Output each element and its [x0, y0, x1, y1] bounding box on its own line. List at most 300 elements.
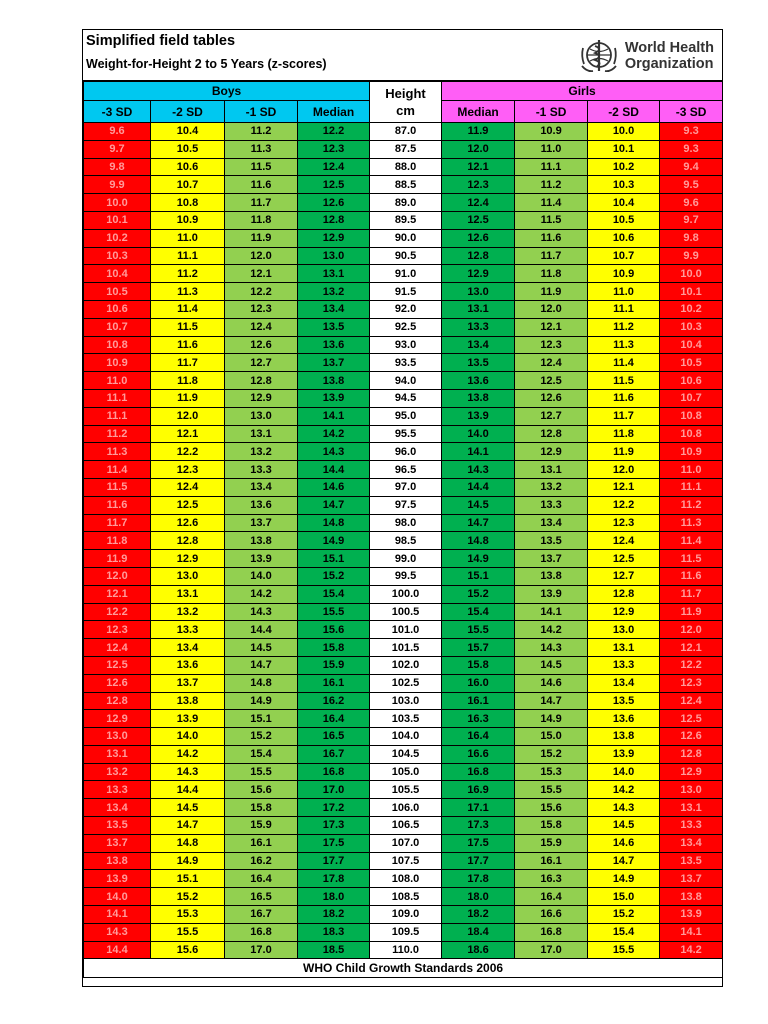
girls-minus2sd-cell: 11.7: [588, 407, 660, 425]
girls-minus1sd-cell: 11.5: [515, 211, 588, 229]
boys-minus1sd-cell: 11.8: [225, 211, 298, 229]
boys-minus1sd-cell: 15.1: [225, 710, 298, 728]
table-row: [84, 496, 723, 514]
height-cell: 105.0: [370, 763, 442, 781]
girls-minus2sd-cell: 13.1: [588, 639, 660, 657]
boys-col-header: Median: [298, 101, 370, 123]
boys-median-cell: 15.1: [298, 550, 370, 568]
boys-minus1sd-cell: 11.9: [225, 229, 298, 247]
height-cell: 98.5: [370, 532, 442, 550]
girls-median-cell: 12.0: [442, 140, 515, 158]
boys-minus1sd-cell: 12.1: [225, 265, 298, 283]
boys-minus2sd-cell: 14.3: [151, 763, 225, 781]
girls-col-header: Median: [442, 101, 515, 123]
girls-minus3sd-cell: 11.9: [660, 603, 723, 621]
boys-minus3sd-cell: 10.9: [84, 354, 151, 372]
height-cell: 87.0: [370, 123, 442, 141]
girls-minus2sd-cell: 11.1: [588, 300, 660, 318]
table-row: [84, 550, 723, 568]
height-cell: 92.5: [370, 318, 442, 336]
boys-minus2sd-cell: 12.4: [151, 478, 225, 496]
girls-minus3sd-cell: 12.5: [660, 710, 723, 728]
boys-minus1sd-cell: 14.0: [225, 567, 298, 585]
girls-minus3sd-cell: 10.4: [660, 336, 723, 354]
girls-minus1sd-cell: 12.7: [515, 407, 588, 425]
height-cell: 108.5: [370, 888, 442, 906]
boys-median-cell: 16.7: [298, 745, 370, 763]
height-cell: 102.0: [370, 656, 442, 674]
boys-minus2sd-cell: 10.8: [151, 194, 225, 212]
girls-minus3sd-cell: 13.5: [660, 852, 723, 870]
table-row: [84, 123, 723, 141]
boys-minus3sd-cell: 12.5: [84, 656, 151, 674]
girls-median-cell: 12.1: [442, 158, 515, 176]
boys-minus1sd-cell: 13.2: [225, 443, 298, 461]
girls-minus2sd-cell: 10.2: [588, 158, 660, 176]
boys-median-cell: 17.8: [298, 870, 370, 888]
boys-minus3sd-cell: 9.8: [84, 158, 151, 176]
girls-minus3sd-cell: 9.9: [660, 247, 723, 265]
boys-minus1sd-cell: 16.5: [225, 888, 298, 906]
boys-median-cell: 16.1: [298, 674, 370, 692]
boys-minus2sd-cell: 14.0: [151, 728, 225, 746]
boys-minus3sd-cell: 13.4: [84, 799, 151, 817]
boys-minus2sd-cell: 10.4: [151, 123, 225, 141]
girls-minus3sd-cell: 11.4: [660, 532, 723, 550]
girls-median-cell: 18.6: [442, 941, 515, 959]
girls-median-cell: 16.8: [442, 763, 515, 781]
boys-minus3sd-cell: 11.0: [84, 372, 151, 390]
boys-median-cell: 17.0: [298, 781, 370, 799]
girls-median-cell: 16.3: [442, 710, 515, 728]
boys-col-header: -3 SD: [84, 101, 151, 123]
table-row: [84, 265, 723, 283]
girls-minus1sd-cell: 14.9: [515, 710, 588, 728]
boys-minus2sd-cell: 12.3: [151, 461, 225, 479]
girls-minus1sd-cell: 11.7: [515, 247, 588, 265]
boys-minus1sd-cell: 15.6: [225, 781, 298, 799]
height-cell: 94.5: [370, 389, 442, 407]
boys-minus3sd-cell: 10.6: [84, 300, 151, 318]
girls-median-cell: 15.8: [442, 656, 515, 674]
boys-minus1sd-cell: 16.7: [225, 906, 298, 924]
girls-median-cell: 14.8: [442, 532, 515, 550]
height-cell: 110.0: [370, 941, 442, 959]
height-cell: 101.0: [370, 621, 442, 639]
girls-minus3sd-cell: 10.6: [660, 372, 723, 390]
girls-minus2sd-cell: 14.7: [588, 852, 660, 870]
boys-minus3sd-cell: 10.4: [84, 265, 151, 283]
girls-minus1sd-cell: 12.9: [515, 443, 588, 461]
girls-minus2sd-cell: 12.9: [588, 603, 660, 621]
girls-minus1sd-cell: 13.3: [515, 496, 588, 514]
girls-minus1sd-cell: 15.6: [515, 799, 588, 817]
girls-minus2sd-cell: 10.7: [588, 247, 660, 265]
girls-minus3sd-cell: 9.3: [660, 140, 723, 158]
organization-name-line1: World Health: [624, 40, 714, 56]
girls-minus1sd-cell: 12.4: [515, 354, 588, 372]
boys-minus3sd-cell: 12.1: [84, 585, 151, 603]
boys-minus1sd-cell: 15.4: [225, 745, 298, 763]
boys-minus1sd-cell: 13.0: [225, 407, 298, 425]
girls-median-cell: 14.4: [442, 478, 515, 496]
height-cell: 96.5: [370, 461, 442, 479]
girls-minus1sd-cell: 16.3: [515, 870, 588, 888]
girls-median-cell: 14.9: [442, 550, 515, 568]
girls-median-cell: 18.4: [442, 923, 515, 941]
boys-minus1sd-cell: 16.4: [225, 870, 298, 888]
height-cell: 88.5: [370, 176, 442, 194]
girls-median-cell: 12.3: [442, 176, 515, 194]
girls-minus2sd-cell: 15.2: [588, 906, 660, 924]
footer-note: WHO Child Growth Standards 2006: [84, 959, 723, 978]
height-cell: 90.5: [370, 247, 442, 265]
boys-minus3sd-cell: 10.1: [84, 211, 151, 229]
girls-minus1sd-cell: 13.4: [515, 514, 588, 532]
girls-minus1sd-cell: 15.8: [515, 817, 588, 835]
girls-median-cell: 17.3: [442, 817, 515, 835]
boys-minus3sd-cell: 10.8: [84, 336, 151, 354]
girls-minus1sd-cell: 13.7: [515, 550, 588, 568]
boys-minus2sd-cell: 13.7: [151, 674, 225, 692]
boys-minus2sd-cell: 14.8: [151, 834, 225, 852]
boys-minus1sd-cell: 13.9: [225, 550, 298, 568]
boys-minus2sd-cell: 15.5: [151, 923, 225, 941]
girls-median-cell: 12.6: [442, 229, 515, 247]
boys-minus2sd-cell: 11.5: [151, 318, 225, 336]
table-row: [84, 567, 723, 585]
boys-minus2sd-cell: 11.6: [151, 336, 225, 354]
boys-col-header: -2 SD: [151, 101, 225, 123]
boys-median-cell: 14.9: [298, 532, 370, 550]
girls-minus1sd-cell: 11.8: [515, 265, 588, 283]
boys-minus3sd-cell: 13.7: [84, 834, 151, 852]
table-row: [84, 692, 723, 710]
girls-minus3sd-cell: 10.9: [660, 443, 723, 461]
boys-minus2sd-cell: 12.0: [151, 407, 225, 425]
boys-col-header: -1 SD: [225, 101, 298, 123]
table-row: [84, 247, 723, 265]
girls-minus2sd-cell: 15.0: [588, 888, 660, 906]
girls-minus3sd-cell: 13.0: [660, 781, 723, 799]
boys-minus3sd-cell: 11.2: [84, 425, 151, 443]
boys-minus1sd-cell: 17.0: [225, 941, 298, 959]
girls-minus2sd-cell: 14.0: [588, 763, 660, 781]
girls-minus1sd-cell: 16.8: [515, 923, 588, 941]
girls-minus2sd-cell: 11.3: [588, 336, 660, 354]
boys-minus3sd-cell: 12.8: [84, 692, 151, 710]
boys-minus2sd-cell: 14.9: [151, 852, 225, 870]
girls-minus2sd-cell: 14.9: [588, 870, 660, 888]
weight-for-height-table: [83, 81, 723, 978]
boys-minus3sd-cell: 14.3: [84, 923, 151, 941]
height-cell: 102.5: [370, 674, 442, 692]
boys-minus2sd-cell: 15.1: [151, 870, 225, 888]
girls-minus1sd-cell: 12.0: [515, 300, 588, 318]
boys-median-cell: 13.2: [298, 283, 370, 301]
table-row: [84, 923, 723, 941]
height-cell: 93.0: [370, 336, 442, 354]
girls-minus3sd-cell: 10.8: [660, 425, 723, 443]
table-row: [84, 728, 723, 746]
girls-median-cell: 18.2: [442, 906, 515, 924]
girls-median-cell: 15.7: [442, 639, 515, 657]
boys-minus1sd-cell: 14.9: [225, 692, 298, 710]
girls-minus3sd-cell: 9.3: [660, 123, 723, 141]
boys-minus2sd-cell: 12.2: [151, 443, 225, 461]
boys-minus2sd-cell: 15.2: [151, 888, 225, 906]
girls-minus1sd-cell: 15.0: [515, 728, 588, 746]
table-row: [84, 674, 723, 692]
table-row: [84, 211, 723, 229]
organization-name: [625, 40, 714, 72]
boys-minus1sd-cell: 14.5: [225, 639, 298, 657]
girls-minus2sd-cell: 11.8: [588, 425, 660, 443]
boys-minus2sd-cell: 11.3: [151, 283, 225, 301]
boys-minus2sd-cell: 14.5: [151, 799, 225, 817]
girls-median-cell: 12.4: [442, 194, 515, 212]
girls-median-cell: 16.6: [442, 745, 515, 763]
girls-minus3sd-cell: 9.4: [660, 158, 723, 176]
girls-minus1sd-cell: 12.3: [515, 336, 588, 354]
boys-minus2sd-cell: 13.4: [151, 639, 225, 657]
height-column-header: [370, 82, 442, 123]
boys-minus2sd-cell: 12.5: [151, 496, 225, 514]
girls-minus3sd-cell: 9.5: [660, 176, 723, 194]
boys-median-cell: 13.1: [298, 265, 370, 283]
table-row: [84, 585, 723, 603]
girls-minus1sd-cell: 12.1: [515, 318, 588, 336]
height-cell: 94.0: [370, 372, 442, 390]
girls-minus3sd-cell: 12.3: [660, 674, 723, 692]
table-row: [84, 140, 723, 158]
boys-minus2sd-cell: 13.6: [151, 656, 225, 674]
girls-minus1sd-cell: 15.3: [515, 763, 588, 781]
girls-minus3sd-cell: 11.5: [660, 550, 723, 568]
girls-minus3sd-cell: 12.0: [660, 621, 723, 639]
boys-median-cell: 15.2: [298, 567, 370, 585]
girls-minus2sd-cell: 10.1: [588, 140, 660, 158]
boys-minus2sd-cell: 11.2: [151, 265, 225, 283]
table-row: [84, 389, 723, 407]
boys-median-cell: 15.5: [298, 603, 370, 621]
boys-minus3sd-cell: 11.1: [84, 389, 151, 407]
boys-minus1sd-cell: 16.8: [225, 923, 298, 941]
girls-minus3sd-cell: 9.6: [660, 194, 723, 212]
girls-minus1sd-cell: 11.4: [515, 194, 588, 212]
girls-minus2sd-cell: 12.2: [588, 496, 660, 514]
girls-minus3sd-cell: 13.4: [660, 834, 723, 852]
boys-median-cell: 12.3: [298, 140, 370, 158]
table-row: [84, 425, 723, 443]
table-row: [84, 941, 723, 959]
boys-minus2sd-cell: 10.7: [151, 176, 225, 194]
girls-col-header: -1 SD: [515, 101, 588, 123]
boys-minus2sd-cell: 11.9: [151, 389, 225, 407]
boys-minus1sd-cell: 14.8: [225, 674, 298, 692]
boys-minus1sd-cell: 11.7: [225, 194, 298, 212]
height-cell: 95.0: [370, 407, 442, 425]
height-cell: 99.5: [370, 567, 442, 585]
height-cell: 91.5: [370, 283, 442, 301]
boys-median-cell: 16.8: [298, 763, 370, 781]
table-row: [84, 158, 723, 176]
height-cell: 106.0: [370, 799, 442, 817]
height-cell: 93.5: [370, 354, 442, 372]
table-row: [84, 621, 723, 639]
girls-median-cell: 17.1: [442, 799, 515, 817]
table-row: [84, 656, 723, 674]
girls-median-cell: 14.1: [442, 443, 515, 461]
girls-median-cell: 17.5: [442, 834, 515, 852]
boys-minus3sd-cell: 11.7: [84, 514, 151, 532]
girls-minus2sd-cell: 10.5: [588, 211, 660, 229]
boys-minus1sd-cell: 12.7: [225, 354, 298, 372]
table-row: [84, 763, 723, 781]
boys-median-cell: 18.2: [298, 906, 370, 924]
height-cell: 107.0: [370, 834, 442, 852]
girls-minus1sd-cell: 12.6: [515, 389, 588, 407]
height-unit: cm: [396, 103, 415, 118]
girls-median-cell: 15.1: [442, 567, 515, 585]
boys-median-cell: 13.0: [298, 247, 370, 265]
boys-minus2sd-cell: 12.8: [151, 532, 225, 550]
table-row: [84, 407, 723, 425]
girls-minus1sd-cell: 11.6: [515, 229, 588, 247]
girls-minus2sd-cell: 13.8: [588, 728, 660, 746]
boys-minus2sd-cell: 12.9: [151, 550, 225, 568]
girls-median-cell: 15.5: [442, 621, 515, 639]
boys-median-cell: 18.0: [298, 888, 370, 906]
height-label: Height: [385, 86, 426, 101]
boys-minus3sd-cell: 13.3: [84, 781, 151, 799]
table-row: [84, 318, 723, 336]
table-row: [84, 781, 723, 799]
height-cell: 103.0: [370, 692, 442, 710]
girls-minus3sd-cell: 12.4: [660, 692, 723, 710]
table-row: [84, 745, 723, 763]
height-cell: 101.5: [370, 639, 442, 657]
girls-median-cell: 11.9: [442, 123, 515, 141]
table-row: [84, 176, 723, 194]
boys-minus1sd-cell: 12.0: [225, 247, 298, 265]
girls-minus1sd-cell: 15.9: [515, 834, 588, 852]
girls-minus3sd-cell: 10.7: [660, 389, 723, 407]
boys-minus1sd-cell: 14.7: [225, 656, 298, 674]
table-row: [84, 817, 723, 835]
boys-minus1sd-cell: 13.6: [225, 496, 298, 514]
boys-minus3sd-cell: 13.9: [84, 870, 151, 888]
girls-median-cell: 14.3: [442, 461, 515, 479]
height-cell: 105.5: [370, 781, 442, 799]
girls-minus1sd-cell: 11.2: [515, 176, 588, 194]
boys-median-cell: 16.4: [298, 710, 370, 728]
boys-minus3sd-cell: 9.6: [84, 123, 151, 141]
girls-minus2sd-cell: 11.9: [588, 443, 660, 461]
boys-median-cell: 15.6: [298, 621, 370, 639]
boys-minus1sd-cell: 16.2: [225, 852, 298, 870]
boys-median-cell: 12.9: [298, 229, 370, 247]
boys-median-cell: 17.2: [298, 799, 370, 817]
girls-minus1sd-cell: 17.0: [515, 941, 588, 959]
girls-minus1sd-cell: 14.7: [515, 692, 588, 710]
boys-minus3sd-cell: 10.5: [84, 283, 151, 301]
sheet-header: [83, 30, 722, 81]
boys-median-cell: 14.4: [298, 461, 370, 479]
girls-median-cell: 13.6: [442, 372, 515, 390]
girls-minus1sd-cell: 11.1: [515, 158, 588, 176]
boys-minus3sd-cell: 13.1: [84, 745, 151, 763]
girls-minus2sd-cell: 14.3: [588, 799, 660, 817]
boys-minus2sd-cell: 11.0: [151, 229, 225, 247]
girls-minus3sd-cell: 11.0: [660, 461, 723, 479]
girls-minus3sd-cell: 14.1: [660, 923, 723, 941]
height-cell: 89.0: [370, 194, 442, 212]
boys-minus1sd-cell: 15.8: [225, 799, 298, 817]
table-row: [84, 710, 723, 728]
boys-median-cell: 13.4: [298, 300, 370, 318]
boys-minus3sd-cell: 12.9: [84, 710, 151, 728]
boys-minus2sd-cell: 11.8: [151, 372, 225, 390]
boys-minus1sd-cell: 11.2: [225, 123, 298, 141]
girls-minus2sd-cell: 11.0: [588, 283, 660, 301]
table-row: [84, 834, 723, 852]
girls-minus1sd-cell: 12.5: [515, 372, 588, 390]
height-cell: 106.5: [370, 817, 442, 835]
girls-minus1sd-cell: 14.6: [515, 674, 588, 692]
boys-minus1sd-cell: 15.2: [225, 728, 298, 746]
boys-minus3sd-cell: 10.3: [84, 247, 151, 265]
table-row: [84, 300, 723, 318]
table-row: [84, 603, 723, 621]
boys-minus2sd-cell: 14.4: [151, 781, 225, 799]
boys-median-cell: 16.5: [298, 728, 370, 746]
boys-minus3sd-cell: 9.9: [84, 176, 151, 194]
table-row: [84, 372, 723, 390]
boys-median-cell: 17.3: [298, 817, 370, 835]
girls-minus3sd-cell: 10.1: [660, 283, 723, 301]
height-cell: 109.5: [370, 923, 442, 941]
table-row: [84, 906, 723, 924]
boys-median-cell: 12.5: [298, 176, 370, 194]
height-cell: 97.0: [370, 478, 442, 496]
boys-minus3sd-cell: 11.6: [84, 496, 151, 514]
girls-median-cell: 16.4: [442, 728, 515, 746]
girls-minus1sd-cell: 16.4: [515, 888, 588, 906]
girls-minus1sd-cell: 10.9: [515, 123, 588, 141]
boys-minus1sd-cell: 15.5: [225, 763, 298, 781]
girls-minus1sd-cell: 13.5: [515, 532, 588, 550]
table-row: [84, 514, 723, 532]
girls-minus1sd-cell: 13.2: [515, 478, 588, 496]
girls-minus1sd-cell: 15.2: [515, 745, 588, 763]
girls-minus3sd-cell: 11.1: [660, 478, 723, 496]
girls-minus3sd-cell: 10.8: [660, 407, 723, 425]
boys-minus2sd-cell: 10.6: [151, 158, 225, 176]
boys-minus2sd-cell: 15.6: [151, 941, 225, 959]
girls-col-header: -2 SD: [588, 101, 660, 123]
boys-minus3sd-cell: 11.5: [84, 478, 151, 496]
boys-median-cell: 14.1: [298, 407, 370, 425]
girls-minus3sd-cell: 12.8: [660, 745, 723, 763]
girls-minus2sd-cell: 14.5: [588, 817, 660, 835]
boys-minus2sd-cell: 12.1: [151, 425, 225, 443]
girls-minus2sd-cell: 13.6: [588, 710, 660, 728]
boys-median-cell: 15.4: [298, 585, 370, 603]
boys-minus2sd-cell: 13.8: [151, 692, 225, 710]
girls-minus3sd-cell: 9.8: [660, 229, 723, 247]
boys-minus2sd-cell: 13.0: [151, 567, 225, 585]
